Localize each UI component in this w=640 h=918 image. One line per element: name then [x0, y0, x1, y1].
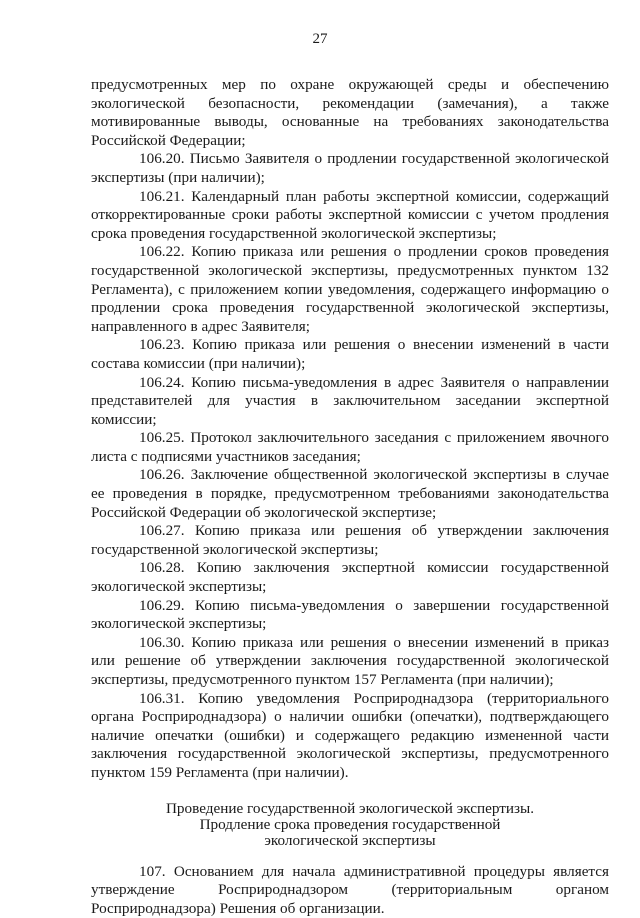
paragraph-106-29: 106.29. Копию письма-уведомления о завершении государственной экологической экспертизы;	[91, 596, 609, 633]
section-heading-line-2: Продление срока проведения государственной	[199, 815, 501, 833]
paragraph-106-28: 106.28. Копию заключения экспертной комиссии государственной экологической экспертизы;	[91, 559, 609, 596]
paragraph-106-23: 106.23. Копию приказа или решения о внесении изменений в части состава комиссии (при наличии);	[91, 336, 609, 372]
paragraph-continuation: предусмотренных мер по охране окружающей среды и обеспечению экологической безопасности, рекомендации (замечания), а также мотивированные выводы, основанные на требованиях законодательства Российской Федерации;	[91, 76, 609, 149]
section-heading-line-3: экологической экспертизы	[264, 831, 436, 849]
document-body	[91, 76, 609, 918]
paragraph-107: 107. Основанием для начала административной процедуры является утверждение Росприроднадзором (территориальным органом Росприроднадзора) Решения об организации.	[91, 862, 609, 917]
paragraph-106-31: 106.31. Копию уведомления Росприроднадзора (территориального органа Росприроднадзора) о наличии ошибки (опечатки), подтверждающего наличие опечатки (ошибки) и содержащего редакцию измененной части заключения государственной экологической экспертизы, предусмотренного пунктом 159 Регламента (при наличии).	[91, 689, 609, 781]
paragraph-106-26: 106.26. Заключение общественной экологической экспертизы в случае ее проведения в порядке, предусмотренном требованиями законодательства Российской Федерации об экологической экспертизе;	[91, 466, 609, 521]
paragraph-106-21: 106.21. Календарный план работы экспертной комиссии, содержащий откорректированные сроки работы экспертной комиссии с учетом продления срока проведения государственной экологической экспертизы;	[91, 187, 609, 242]
paragraph-106-22: 106.22. Копию приказа или решения о продлении сроков проведения государственной экологической экспертизы, предусмотренных пунктом 132 Регламента), с приложением копии уведомления, содержащего информацию о продлении срока проведения государственной экологической экспертизы, направленного в адрес Заявителя;	[91, 243, 609, 335]
paragraph-106-24: 106.24. Копию письма-уведомления в адрес Заявителя о направлении представителей для участия в заключительном заседании экспертной комиссии;	[91, 373, 609, 428]
paragraph-106-25: 106.25. Протокол заключительного заседания с приложением явочного листа с подписями участников заседания;	[91, 429, 609, 465]
paragraph-106-20: 106.20. Письмо Заявителя о продлении государственной экологической экспертизы (при наличии);	[91, 150, 609, 186]
section-heading-line-1: Проведение государственной экологической экспертизы.	[165, 799, 535, 817]
section-heading	[91, 801, 609, 849]
paragraph-106-27: 106.27. Копию приказа или решения об утверждении заключения государственной экологической экспертизы;	[91, 522, 609, 558]
page-number: 27	[312, 31, 328, 47]
paragraph-106-30: 106.30. Копию приказа или решения о внесении изменений в приказ или решение об утверждении заключения государственной экологической экспертизы, предусмотренного пунктом 157 Регламента (при наличии);	[91, 633, 609, 688]
